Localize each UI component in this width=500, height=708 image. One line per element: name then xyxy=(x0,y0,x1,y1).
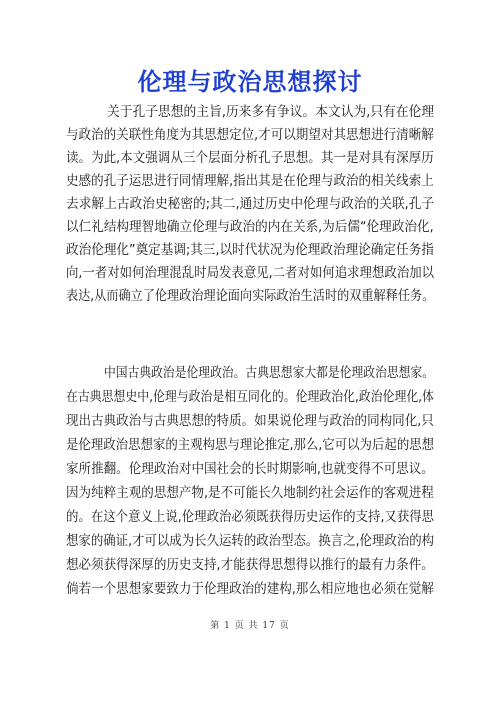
text-line: 是伦理政治思想家的主观构思与理论推定,那么,它可以为后起的思想 xyxy=(66,437,435,453)
text-line: 与政治的关联性角度为其思想定位,才可以期望对其思想进行清晰解 xyxy=(66,127,434,143)
text-line: 想家的确证,才可以成为长久运转的政治型态。换言之,伦理政治的构 xyxy=(66,533,435,549)
text-line: 读。为此,本文强调从三个层面分析孔子思想。其一是对具有深厚历 xyxy=(66,150,434,166)
text-line: 在古典思想史中,伦理与政治是相互同化的。伦理政治化,政治伦理化,体 xyxy=(66,389,434,405)
text-line: 想必须获得深厚的历史支持,才能获得思想得以推行的最有力条件。 xyxy=(66,557,434,573)
text-line: 现出古典政治与古典思想的特质。如果说伦理与政治的同构同化,只 xyxy=(66,413,434,429)
page-number-footer: 第 1 页 共 17 页 xyxy=(210,621,290,631)
text-line: 去求解上古政治史秘密的;其二,通过历史中伦理与政治的关联,孔子 xyxy=(66,196,435,212)
text-line: 以仁礼结构理智地确立伦理与政治的内在关系,为后儒“伦理政治化, xyxy=(66,219,434,235)
text-line: 表达,从而确立了伦理政治理论面向实际政治生活时的双重解释任务。 xyxy=(66,288,435,304)
text-line: 中国古典政治是伦理政治。古典思想家大都是伦理政治思想家。 xyxy=(104,365,434,381)
text-line: 因为纯粹主观的思想产物,是不可能长久地制约社会运作的客观进程 xyxy=(66,485,434,501)
text-line: 家所推翻。伦理政治对中国社会的长时期影响,也就变得不可思议。 xyxy=(66,461,434,477)
text-line: 的。在这个意义上说,伦理政治必须既获得历史运作的支持,又获得思 xyxy=(66,509,435,525)
page-title: 伦理与政治思想探讨 xyxy=(137,67,363,96)
text-line: 向,一者对如何治理混乱时局发表意见,二者对如何追求理想政治加以 xyxy=(66,265,435,281)
text-line: 关于孔子思想的主旨,历来多有争议。本文认为,只有在伦理 xyxy=(107,104,435,120)
text-line: 史感的孔子运思进行同情理解,指出其是在伦理与政治的相关线索上 xyxy=(66,173,434,189)
text-line: 倘若一个思想家要致力于伦理政治的建构,那么相应地也必须在觉解 xyxy=(66,581,434,597)
text-line: 政治伦理化”奠定基调;其三,以时代状况为伦理政治理论确定任务指 xyxy=(66,242,434,258)
